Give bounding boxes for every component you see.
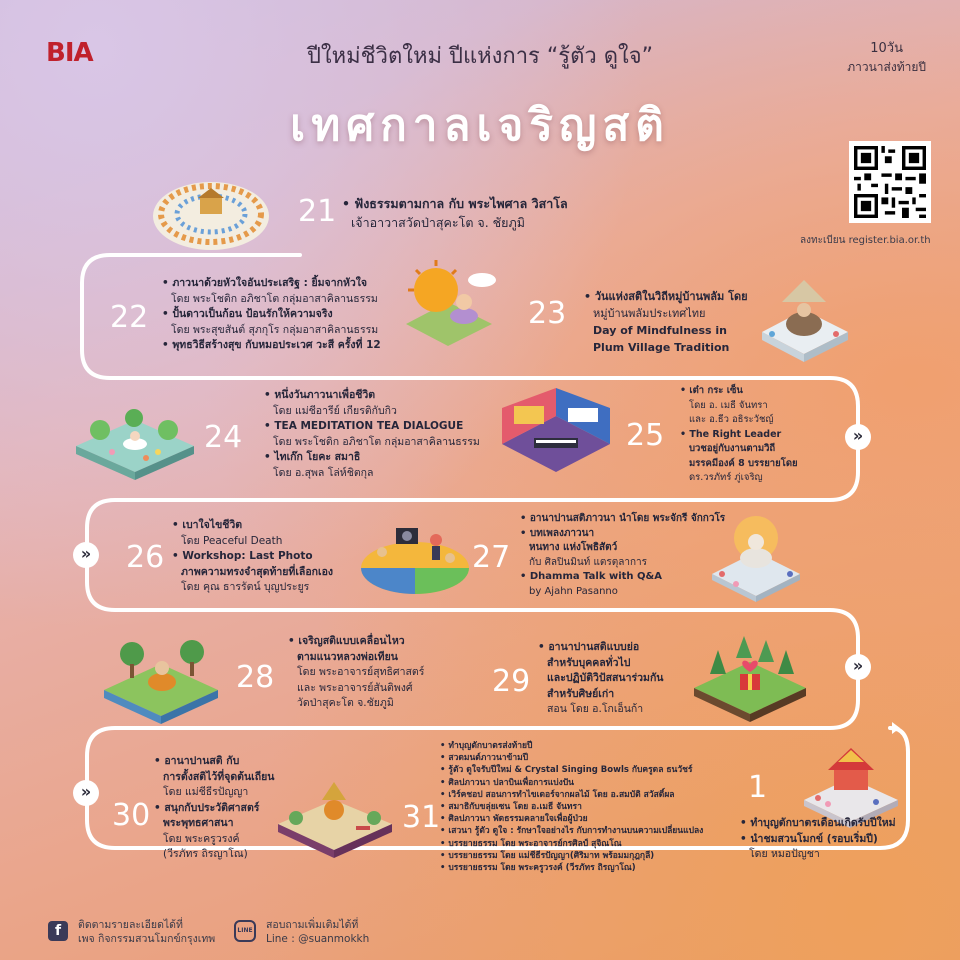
event-detail: โดย พระอาจารย์สุทธิศาสตร์ [297, 666, 425, 678]
qr-code[interactable] [849, 141, 931, 223]
day-1-block [740, 816, 940, 863]
event-item: • บทเพลงภาวนา [520, 527, 595, 539]
event-detail: กับ ศิลปินมินท์ แตรตุลาการ [529, 556, 648, 568]
event-detail: โดย แม่ชีอารีย์ เกียรติกับกิว [273, 404, 397, 417]
day-number: 25 [626, 418, 665, 453]
chevron-down-icon: » [73, 780, 99, 806]
event-item: • TEA MEDITATION TEA DIALOGUE [264, 420, 464, 432]
monk-hat-illustration [754, 272, 854, 364]
footer-follow[interactable] [78, 918, 215, 946]
event-item: • สวดมนต์ภาวนาข้ามปี [440, 753, 529, 764]
event-item: • บรรยายธรรม โดย พระอาจารย์กรศิลป์ สุจิณโณ [440, 838, 622, 849]
event-item: • อานาปานสติภาวนา นำโดย พระจักรี จักกวโร [520, 513, 726, 524]
gift-forest-illustration [688, 624, 812, 724]
forest-monk-illustration [98, 624, 224, 724]
event-detail: โดย พระสุขสันต์ สุภกุโร กลุ่มอาสาคิลานธรรม [171, 323, 379, 336]
event-item: • เสวนา รู้ตัว ดูใจ : รักษาใจอย่างไร กับการทำงานบนความเปลี่ยนแปลง [440, 826, 704, 837]
day-number: 27 [472, 540, 511, 575]
event-detail: สำหรับศิษย์เก่า [547, 687, 615, 700]
day-26-block [172, 518, 382, 596]
day-number: 23 [528, 296, 567, 331]
event-item: • อานาปานสติแบบย่อ [538, 641, 640, 653]
event-detail: หมู่บ้านพลัมประเทศไทย [593, 307, 706, 320]
day-22-block [162, 276, 402, 354]
chevron-down-icon: » [845, 654, 871, 680]
event-detail: สอน โดย อ.โกเอ็นก้า [547, 703, 644, 715]
qr-pattern [854, 146, 926, 218]
event-item: • บรรยายธรรม โดย พระครูวรงค์ (วีรภัทร ถิรญาโณ) [440, 863, 636, 874]
event-item: • ไทเก๊ก โยคะ สมาธิ [264, 451, 361, 463]
event-detail: เจ้าอาวาสวัดป่าสุคะโต จ. ชัยภูมิ [351, 215, 525, 230]
badge-unit: วัน [886, 41, 903, 56]
event-detail: Day of Mindfulness in [593, 324, 728, 337]
footer-contact[interactable] [266, 918, 369, 946]
event-item: • พุทธวิธีสร้างสุข กับหมอประเวศ วะสี ครั้งที่ 12 [162, 339, 381, 351]
event-detail: โดย Peaceful Death [181, 534, 283, 547]
event-detail: และ อ.ธีว อธิระวัชญ์ [689, 414, 774, 425]
event-item: • รู้ตัว ดูใจรับปีใหม่ & Crystal Singing Bowls กับครูดล ธนวัชร์ [440, 765, 693, 776]
footer-follow-label: ติดตามรายละเอียดได้ที่ [78, 919, 183, 931]
day-number: 30 [112, 798, 151, 833]
event-item: • สมาธิกับขลุ่ยเซน โดย อ.เมธี จันทรา [440, 802, 582, 813]
event-detail: โดย หมอปัญชา [749, 848, 820, 860]
event-item: • ฟังธรรมตามกาล กับ พระไพศาล วิสาโล [342, 196, 568, 211]
line-icon[interactable]: LINE [234, 920, 256, 942]
day-number: 1 [748, 770, 768, 805]
thai-temple-illustration [798, 740, 904, 828]
day-31-block [440, 740, 750, 874]
event-detail: บวชอยู่กับงานตามวิถี [689, 443, 776, 454]
event-detail: วัดป่าสุคะโต จ.ชัยภูมิ [297, 697, 394, 709]
facebook-icon[interactable]: f [48, 921, 68, 941]
event-item: • ทำบุญตักบาตรเดือนเกิดรับปีใหม่ [740, 817, 896, 829]
event-detail: มรรคมีองค์ 8 บรรยายโดย [689, 457, 798, 469]
footer-follow-value: เพจ กิจกรรมสวนโมกข์กรุงเทพ [78, 933, 216, 945]
event-item: • เบาใจไขชีวิต [172, 519, 243, 531]
page-title: เทศกาลเจริญสติ [290, 100, 670, 151]
event-item: • The Right Leader [680, 428, 782, 440]
day-25-block [680, 384, 850, 486]
event-item: • Dhamma Talk with Q&A [520, 571, 662, 582]
event-detail: ตามแนวหลวงพ่อเทียน [297, 650, 398, 663]
event-item: • สนุกกับประวัติศาสตร์ [154, 801, 260, 814]
day-number: 26 [126, 540, 165, 575]
day-number: 24 [204, 420, 243, 455]
garden-illustration [70, 398, 200, 484]
event-detail: โดย อ. เมธี จันทรา [689, 399, 768, 411]
event-detail: by Ajahn Pasanno [529, 585, 618, 597]
badge-10-days [847, 30, 926, 77]
footer-contact-label: สอบถามเพิ่มเติมได้ที่ [266, 919, 359, 931]
day-30-block [154, 754, 324, 863]
day-24-block [264, 388, 504, 481]
day-number: 29 [492, 664, 531, 699]
badge-number: 10 [870, 41, 887, 56]
event-detail: Plum Village Tradition [593, 341, 730, 354]
day-29-block [538, 640, 698, 718]
event-item: • เต๋า กระ เซ็น [680, 385, 743, 396]
event-item: • ภาวนาด้วยหัวใจอันประเสริฐ : ยิ้มจากหัวใจ [162, 277, 368, 289]
event-detail: โดย คุณ ธารรัตน์ บุญประยูร [181, 581, 310, 593]
register-label[interactable]: ลงทะเบียน register.bia.or.th [800, 235, 931, 246]
event-detail: ดร.วรภัทร์ ภู่เจริญ [689, 472, 763, 483]
event-item: • นำชมสวนโมกข์ (รอบเริ่มปี) [740, 832, 878, 845]
event-item: • ศิลปภาวนา พัดธรรมคลายใจเพื่อผู้ป่วย [440, 814, 588, 825]
event-detail: พระพุทธศาสนา [163, 817, 234, 829]
studio-room-illustration [494, 386, 618, 478]
footer-contact-value: Line : @suanmokkh [266, 933, 370, 945]
event-item: • อานาปานสติ กับ [154, 755, 240, 767]
event-item: • ทำบุญตักบาตรส่งท้ายปี [440, 741, 533, 751]
event-detail: โดย พระโชติก อภิชาโต กลุ่มอาสาคิลานธรรม [171, 292, 378, 305]
day-28-block [288, 634, 488, 712]
event-item: • เวิร์คชอป สอนการทำไขเดอร์จากผลไม้ โดย อ.สมบัติ สวัสดิ์ผล [440, 789, 675, 800]
chevron-down-icon: » [73, 542, 99, 568]
sun-meditation-illustration [396, 254, 500, 350]
event-detail: หนทาง แห่งโพธิสัตว์ [529, 542, 618, 553]
day-number: 22 [110, 300, 149, 335]
chevron-down-icon: » [845, 424, 871, 450]
event-item: • เจริญสติแบบเคลื่อนไหว [288, 635, 405, 647]
monks-circle-illustration [148, 166, 274, 256]
event-detail: ภาพความทรงจำสุดท้ายที่เลือกเอง [181, 565, 334, 578]
org-logo: BIA [46, 38, 93, 68]
day-number: 31 [402, 800, 441, 835]
day-27-block [520, 512, 726, 599]
event-item: • บรรยายธรรม โดย แม่ชีธีรปัญญา(ศิริมาท พร้อมมกุฎกุลี) [440, 850, 655, 861]
event-detail: และ พระอาจารย์สันติพงศ์ [297, 681, 413, 694]
event-detail: โดย พระครูวรงค์ [163, 832, 240, 845]
day-23-block [584, 288, 764, 356]
event-detail: โดย แม่ชีธีรปัญญา [163, 786, 249, 798]
event-detail: โดย อ.สุพล โล่ห์ชิตกุล [273, 466, 374, 479]
event-detail: โดย พระโชติก อภิชาโต กลุ่มอาสาคิลานธรรม [273, 435, 480, 448]
event-item: • วันแห่งสติในวิถีหมู่บ้านพลัม โดย [584, 290, 748, 303]
event-item: • หนึ่งวันภาวนาเพื่อชีวิต [264, 389, 376, 401]
event-detail: การตั้งสติไว้ที่จุดต้นเถียน [163, 770, 275, 783]
badge-caption: ภาวนาส่งท้ายปี [847, 60, 926, 74]
event-detail: สำหรับบุคคลทั่วไป [547, 656, 631, 669]
event-detail: (วีรภัทร ถิรญาโณ) [163, 848, 248, 860]
tagline: ปีใหม่ชีวิตใหม่ ปีแห่งการ “รู้ตัว ดูใจ” [306, 44, 654, 69]
day-21-block [342, 194, 642, 232]
day-number: 28 [236, 660, 275, 695]
day-number: 21 [298, 194, 337, 229]
event-detail: และปฏิบัติวิปัสสนาร่วมกัน [547, 672, 664, 684]
event-item: • ปั้นดาวเป็นก้อน ป้อนรักให้ความจริง [162, 308, 333, 320]
event-item: • Workshop: Last Photo [172, 550, 313, 562]
event-item: • ศิลปภาวนา ปลาบินเพื่อการแบ่งปัน [440, 777, 574, 788]
